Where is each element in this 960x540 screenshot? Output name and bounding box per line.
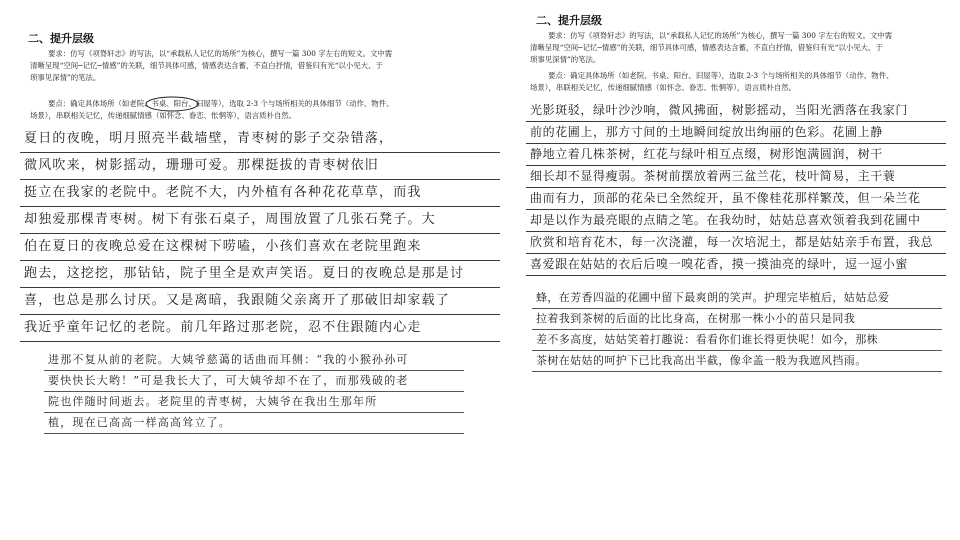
right-worksheet — [512, 0, 960, 540]
requirements-text — [530, 30, 960, 66]
handwritten-line: 挺立在我家的老院中。老院不大，内外植有各种花花草草，而我 — [20, 180, 500, 207]
handwritten-line: 伯在夏日的夜晚总爱在这棵树下唠嗑，小孩们喜欢在老院里跑来 — [20, 234, 500, 261]
handwritten-line: 喜，也总是那么讨厌。又是离暗，我跟随父亲离开了那破旧却家载了 — [20, 288, 500, 315]
handwritten-line: 细长却不显得瘦弱。茶树前摆放着两三盆兰花，枝叶简易，主干蓑 — [526, 166, 946, 188]
handwritten-line: 却独爱那棵青枣树。树下有张石桌子，周围放置了几张石凳子。大 — [20, 207, 500, 234]
handwritten-line: 我近乎童年记忆的老院。前几年路过那老院，忍不住跟随内心走 — [20, 315, 500, 342]
handwritten-line: 微风吹来，树影摇动，珊珊可爱。那棵挺拔的青枣树依旧 — [20, 153, 500, 180]
handwritten-line: 蜂，在芳香四溢的花圃中留下最爽朗的笑声。护理完毕植后，姑姑总爱 — [532, 288, 942, 309]
handwritten-essay-continued — [532, 288, 942, 372]
key-points-text — [530, 70, 960, 94]
handwritten-line: 植，现在已高高一样高高耸立了。 — [44, 413, 464, 434]
requirements-line: 清晰呈现“空间─记忆─情感”的关联，细节具体可感，情感表达含蓄，不直白抒情，借鉴归有光“以小见大、于 — [530, 43, 883, 52]
handwritten-line: 静地立着几株茶树，红花与绿叶相互点缀，树形饱满圆润，树干 — [526, 144, 946, 166]
requirements-line: 清晰呈现“空间─记忆─情感”的关联，细节具体可感，情感表达含蓄，不直白抒情，借鉴归有光“以小见大、于 — [30, 61, 383, 70]
requirements-line: 琐事见深情”的笔法。 — [30, 73, 101, 82]
handwritten-line: 拉着我到茶树的后面的比比身高，在树那一株小小的苗只是同我 — [532, 309, 942, 330]
requirements-line: 要求：仿写《项脊轩志》的写法，以“承载私人记忆的场所”为核心，撰写一篇 300 字左右的短文。文中需 — [48, 49, 393, 58]
key-points-line: 要点：确定具体场所（如老院、书桌、阳台、旧屋等），选取 2-3 个与场所相关的具体细节（动作、物件、 — [48, 99, 394, 108]
handwritten-line: 跑去，这挖挖，那钻钻，院子里全是欢声笑语。夏日的夜晚总是那是讨 — [20, 261, 500, 288]
section-heading: 二、提升层级 — [28, 32, 94, 45]
pen-annotation-circle — [142, 94, 202, 114]
handwritten-line: 院也伴随时间逝去。老院里的青枣树，大姨爷在我出生那年所 — [44, 392, 464, 413]
handwritten-line: 进那不复从前的老院。大姨爷慈蔼的话曲而耳侧：“我的小猴孙孙可 — [44, 350, 464, 371]
handwritten-essay-continued — [44, 350, 464, 434]
handwritten-essay — [20, 126, 500, 342]
handwritten-line: 欣赏和培育花木，每一次浇灌，每一次培泥土，都是姑姑亲手布置，我总 — [526, 232, 946, 254]
key-points-line: 场景），串联相关记忆，传递细腻情感（如怀念、眷恋、怅惘等），语言质朴自然。 — [530, 83, 797, 92]
handwritten-line: 茶树在姑姑的呵护下已比我高出半截，像伞盖一般为我遮风挡雨。 — [532, 351, 942, 372]
key-points-line: 要点：确定具体场所（如老院、书桌、阳台、旧屋等），选取 2-3 个与场所相关的具体细节（动作、物件、 — [548, 71, 894, 80]
section-heading: 二、提升层级 — [536, 14, 602, 27]
key-points-line: 场景），串联相关记忆，传递细腻情感（如怀念、眷恋、怅惘等），语言质朴自然。 — [30, 111, 297, 120]
handwritten-line: 前的花圃上，那方寸间的土地瞬间绽放出绚丽的色彩。花圃上静 — [526, 122, 946, 144]
handwritten-line: 光影斑驳，绿叶沙沙响，微风拂面，树影摇动，当阳光洒落在我家门 — [526, 100, 946, 122]
handwritten-essay — [526, 100, 946, 276]
handwritten-line: 差不多高度，姑姑笑着打趣说：看看你们谁长得更快呢！如今，那株 — [532, 330, 942, 351]
handwritten-line: 喜爱跟在姑姑的衣后后嗅一嗅花香，摸一摸油亮的绿叶，逗一逗小蜜 — [526, 254, 946, 276]
key-points-text — [30, 98, 504, 122]
handwritten-line: 夏日的夜晚，明月照亮半截墙壁，青枣树的影子交杂错落， — [20, 126, 500, 153]
requirements-line: 琐事见深情”的笔法。 — [530, 55, 601, 64]
handwritten-line: 却是以作为最亮眼的点睛之笔。在我幼时，姑姑总喜欢领着我到花圃中 — [526, 210, 946, 232]
requirements-line: 要求：仿写《项脊轩志》的写法，以“承载私人记忆的场所”为核心，撰写一篇 300 字左右的短文。文中需 — [548, 31, 893, 40]
handwritten-line: 曲而有力，顶部的花朵已全然绽开，虽不像桂花那样繁茂，但一朵兰花 — [526, 188, 946, 210]
requirements-text — [30, 48, 504, 84]
handwritten-line: 要快快长大哟！”可是我长大了，可大姨爷却不在了，而那残破的老 — [44, 371, 464, 392]
